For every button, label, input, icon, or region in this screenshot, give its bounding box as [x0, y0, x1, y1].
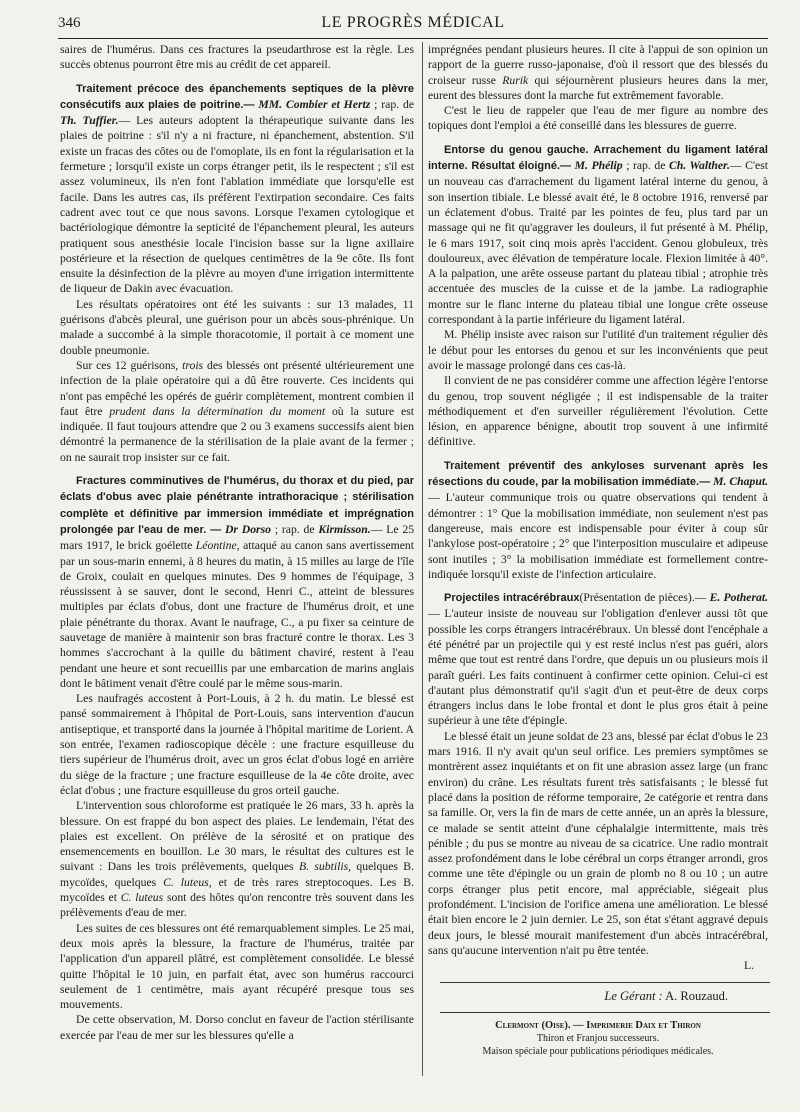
- printer-line: Clermont (Oise). — Imprimerie Daix et Thiron: [495, 1019, 701, 1031]
- paragraph: — Les auteurs adoptent la thérapeutique suivante dans les plaies de poitrine : s'il n'y a ni fracture, ni épanchement, abstention. S'il existe un fracas des côtes ou de l'omoplate, ils en font la régularisation et la fermeture ; lorsqu'il existe un corps étranger petit, ils le respectent ; s'il est assez volumineux, ils n'en font l'ablation immédiate que lorsqu'elle est facile. Dans les autres cas, ils préfèrent l'extirpation secondaire. Ces faits cadrent avec tout ce que nous savons. Lorsque l'examen cytologique et bactériologique démontre la septicité de l'épanchement pleural, les auteurs pratiquent sous anesthésie locale l'incision basse sur la ligne axillaire postérieure et la résection de quelques centimètres de la 9e côte. Ils font ensuite la désinfection de la plèvre au moyen d'une irrigation intermittente de liqueur de Dakin avec évacuation.: [60, 114, 414, 296]
- rap-label: ; rap. de: [274, 522, 315, 536]
- article-authors: Dr Dorso: [224, 522, 271, 536]
- article-authors: MM. Combier et Hertz: [258, 97, 371, 111]
- italic-text: prudent dans la détermination du moment: [109, 404, 326, 418]
- paragraph: [60, 798, 414, 920]
- article-rapporteur: Th. Tuffier.: [60, 114, 119, 128]
- header-rule: [58, 38, 768, 39]
- rap-label: ; rap. de: [374, 97, 415, 111]
- italic-text: B. subtilis,: [298, 860, 352, 874]
- paragraph: Les résultats opératoires ont été les suivants : sur 13 malades, 11 guérisons d'abcès pleural, une guérison pour un abcès sous-phrénique. Un malade a succombé à la simple thoracotomie, il portait à ce moment une double pneumonie.: [60, 297, 414, 357]
- article-combier-hertz: [60, 81, 414, 297]
- paragraph: [60, 358, 414, 465]
- text-span: — Le 25 mars 1917, le brick goélette: [60, 522, 415, 553]
- ship-name: Léontine,: [195, 539, 240, 553]
- article-title: Entorse du genou gauche. Arrachement du ligament latéral interne. Résultat éloigné.—: [428, 143, 768, 173]
- page-number: 346: [58, 15, 81, 31]
- italic-text: C. luteus: [120, 891, 164, 905]
- paragraph: — L'auteur communique trois ou quatre observations qui tendent à démontrer : 1° Que la mobilisation immédiate, non seulement n'est pas dangereuse, mais encore est indispensable pour éviter à coup sûr l'ankylose post-opératoire ; 2° que l'interposition musculaire et adipeuse sont inutiles ; 3° la mobilisation immédiate est formellement contre-indiquée lorsqu'il existe de l'infection articulaire.: [428, 491, 768, 581]
- text-span: Sur ces 12 guérisons,: [76, 358, 179, 372]
- printer-line: Thiron et Franjou successeurs.: [536, 1032, 660, 1044]
- text-span: sont des hôtes qu'on rencontre très souvent dans les prélèvements d'eau de mer.: [60, 891, 415, 920]
- page-header: [58, 10, 768, 36]
- article-title: Traitement précoce des épanchements septiques de la plèvre consécutifs aux plaies de poitrine.—: [60, 82, 414, 111]
- column-divider: [422, 42, 423, 1076]
- text-span: qui séjournèrent plusieurs heures dans la mer, eurent des blessures dont la marche fut extrêmement favorable.: [428, 73, 768, 102]
- presentation-note: (Présentation de pièces).—: [579, 591, 707, 605]
- right-column: [428, 42, 768, 1058]
- left-column: [60, 42, 414, 1043]
- paragraph: M. Phélip insiste avec raison sur l'utilité d'un traitement régulier dès le début pour les entorses du genou et sur les inconvénients que peut avoir le massage prolongé dans ces cas-là.: [428, 328, 768, 372]
- article-authors: M. Chaput.: [713, 475, 769, 489]
- paragraph: Le blessé était un jeune soldat de 23 ans, blessé par éclat d'obus le 23 mars 1916. Il n'y avait qu'un seul orifice. Les premiers symptômes se montrèrent assez inquiétants et on fit une abrasion assez large (un franc environ) du crâne. Les résultats furent très satisfaisants ; le blessé fut placé dans la position de réforme temporaire, 2e catégorie et rentra dans sa famille. Or, vers la fin de mars de cette année, un an après la blessure, ce malade se sentit atteint d'une céphalalgie intermittente, mais très pénible ; du pus se montre au niveau de sa cicatrice. Une radio montrait assez profondément dans le lobe cérébral un corps étranger arrondi, gros comme une tête d'épingle ou un grain de plomb no 8 ou 10 ; un autre corps étranger plus petit encore, mal appréciable, siégeait plus profondément. L'incision de l'orifice amena une amélioration. Le blessé était bien encore le 2 juin dernier. Le 25, son état s'étant aggravé depuis deux jours, le blessé mourait manifestement d'un abcès intracérébral, sans qu'aucune intervention n'ait pu être tentée.: [428, 729, 768, 957]
- ship-name: Rurik: [502, 73, 529, 87]
- text-span: imprégnées pendant plusieurs heures. Il cite à l'appui de son opinion un rapport de la guerre russo-japonaise, d'où il ressort que des blessés du croiseur russe: [428, 43, 768, 87]
- paragraph: De cette observation, M. Dorso conclut en faveur de l'action stérilisante exercée par l'eau de mer sur les blessures qu'elle a: [60, 1013, 414, 1042]
- italic-text: C. luteus,: [163, 875, 212, 889]
- paragraph: Les naufragés accostent à Port-Louis, à 2 h. du matin. Le blessé est pansé sommairement à l'hôpital de Port-Louis, sans intervention d'aucun antiseptique, et transporté dans la journée à l'hôpital maritime de Lorient. A son entrée, l'examen radioscopique décèle : une fracture esquilleuse du tiers supérieur de l'humérus droit, avec un gros éclat d'obus logé en arrière du siège de la fracture ; une fracture esquilleuse de la 4e côte droite, avec éclat d'obus ; une fracture esquilleuse du gros orteil gauche.: [60, 692, 414, 797]
- footer-rule: [440, 982, 770, 983]
- article-rapporteur: Kirmisson.: [318, 522, 371, 536]
- article-potherat: [428, 590, 768, 729]
- paragraph: — L'auteur insiste de nouveau sur l'obligation d'enlever aussi tôt que possible les corps étrangers intracérébraux. Un blessé dont l'encéphale a été pénétré par un projectile qui y est resté inclus n'est pas guéri, alors même que tout est rentré dans l'ordre, que depuis un ou plusieurs mois il paraît guéri. Les faits continuent à confirmer cette opinion. Celui-ci est d'autant plus démonstratif qu'il s'agit d'un et peut-être de deux corps étrangers inclus dans le lobe frontal et dont le plus gros était à peine supérieur à une tête d'épingle.: [428, 607, 768, 728]
- paragraph: Les suites de ces blessures ont été remarquablement simples. Le 25 mai, deux mois après la blessure, la fracture de l'humérus, traitée par l'application d'un appareil plâtré, est complètement consolidée. Le blessé quitte l'hôpital le 10 juin, en parfait état, avec son humérus raccourci seulement de 1 centimètre, mais ayant récupéré presque tous ses mouvements.: [60, 921, 414, 1012]
- article-rapporteur: Ch. Walther.: [668, 159, 730, 173]
- continued-paragraph: [428, 42, 768, 103]
- article-authors: M. Phélip: [574, 159, 623, 173]
- article-title: Fractures comminutives de l'humérus, du thorax et du pied, par éclats d'obus avec plaie pénétrante intrathoracique ; stérilisation complète et définitive par immersion immédiate et imprégnation prolongée par l'eau de mer. —: [60, 475, 414, 536]
- text-span: attaqué au canon sans avertissement par un sous-marin ennemi, à 8 heures du matin, à 15 milles au large de l'île de Groix, coulait en quelques minutes. Des 9 hommes de l'équipage, 3 réussissent à se sauver, dont le second, Henri C., atteint de blessures multiples par éclats d'obus, dont une fracture de l'humérus droit, et une plaie pénétrante du thorax. Avant le naufrage, C., a pu fixer sa ceinture de sauvetage de manière à maintenir son bras fracturé contre le thorax. Les 3 hommes s'accrochant à la quille du bâtiment chaviré, restent à l'eau pendant une heure et sont recueillis par une embarcation de marins anglais dont le bâtiment venait d'être coulé par le même sous-marin.: [60, 539, 414, 690]
- gerant-name: A. Rouzaud.: [665, 988, 728, 1003]
- gerant-line: [428, 989, 768, 1004]
- rap-label: ; rap. de: [626, 159, 666, 173]
- article-authors: E. Potherat.: [709, 591, 769, 605]
- footer-rule: [440, 1012, 770, 1013]
- paragraph: Il convient de ne pas considérer comme une affection légère l'entorse du genou, trop souvent négligée ; il est indispensable de la traiter méthodiquement et d'en surveiller régulièrement l'évolution. Cette lésion, en apparence bénigne, aboutit trop souvent à une infirmité définitive.: [428, 374, 768, 449]
- text-span: où la suture est indiquée. Il faut toujours attendre que 2 ou 3 examens successifs aient bien démontré la permanence de la stérilisation de la plaie avant de la fermer ; on ne saurait trop insister sur ce fait.: [60, 404, 415, 464]
- article-title: Traitement préventif des ankyloses survenant après les résections du coude, par la mobilisation immédiate.—: [428, 459, 768, 489]
- article-title: Projectiles intracérébraux: [444, 592, 580, 605]
- paragraph: C'est le lieu de rappeler que l'eau de mer figure au nombre des topiques dont l'emploi a été conseillé dans les blessures de guerre.: [428, 104, 768, 133]
- article-phelip: [428, 142, 768, 328]
- signature: L.: [743, 959, 754, 973]
- italic-text: trois: [182, 358, 204, 372]
- gerant-label: Le Gérant :: [604, 988, 663, 1003]
- text-span: quelques B. mycoïdes, quelques: [60, 860, 415, 889]
- text-span: des blessés ont présenté ultérieurement une infection de la plaie opératoire qui a dû être rouverte. Ces incidents qui n'ont pas empêché les opérés de guérir complètement, montrent combien il faut être: [60, 358, 415, 418]
- printer-line: Maison spéciale pour publications périodiques médicales.: [482, 1045, 714, 1057]
- article-chaput: [428, 458, 768, 582]
- printer-imprint: [428, 1019, 768, 1058]
- journal-title: LE PROGRÈS MÉDICAL: [321, 14, 505, 31]
- article-dorso: [60, 473, 414, 691]
- text-span: L'intervention sous chloroforme est pratiquée le 26 mars, 33 h. après la blessure. On est frappé du bon aspect des plaies. Le lendemain, l'état des plaies est excellent. On prélève de la sérosité et on pratique des ensemencements en bouillon. Le 30 mars, le résultat des cultures est le suivant : Dans les trois prélèvements, quelques: [60, 799, 414, 874]
- paragraph: — C'est un nouveau cas d'arrachement du ligament latéral interne du genou, à son insertion tibiale. Le blessé avait été, le 8 octobre 1916, renversé par un éclatement d'obus. Traité par les pointes de feu, plus tard par un massage qui ne fit qu'aggraver les douleurs, il fut présenté à M. Phélip, le 6 mars 1917, soit cinq mois après l'accident. Genou globuleux, très douloureux, avec élévation de température locale. Flexion limitée à 40°. A la palpation, une arête osseuse partant du plateau tibial ; atrophie très accentuée des muscles de la cuisse et de la jambe. La radiographie montre sur le flanc interne du plateau tibial une longue crête osseuse correspondant à la partie inférieure du ligament latéral.: [428, 159, 769, 327]
- continued-paragraph: saires de l'humérus. Dans ces fractures la pseudarthrose est la règle. Les succès obtenus pourront être mis au crédit de cet appareil.: [60, 43, 414, 72]
- text-span: et de très rares streptocoques. Les B. mycoïdes et: [60, 875, 415, 905]
